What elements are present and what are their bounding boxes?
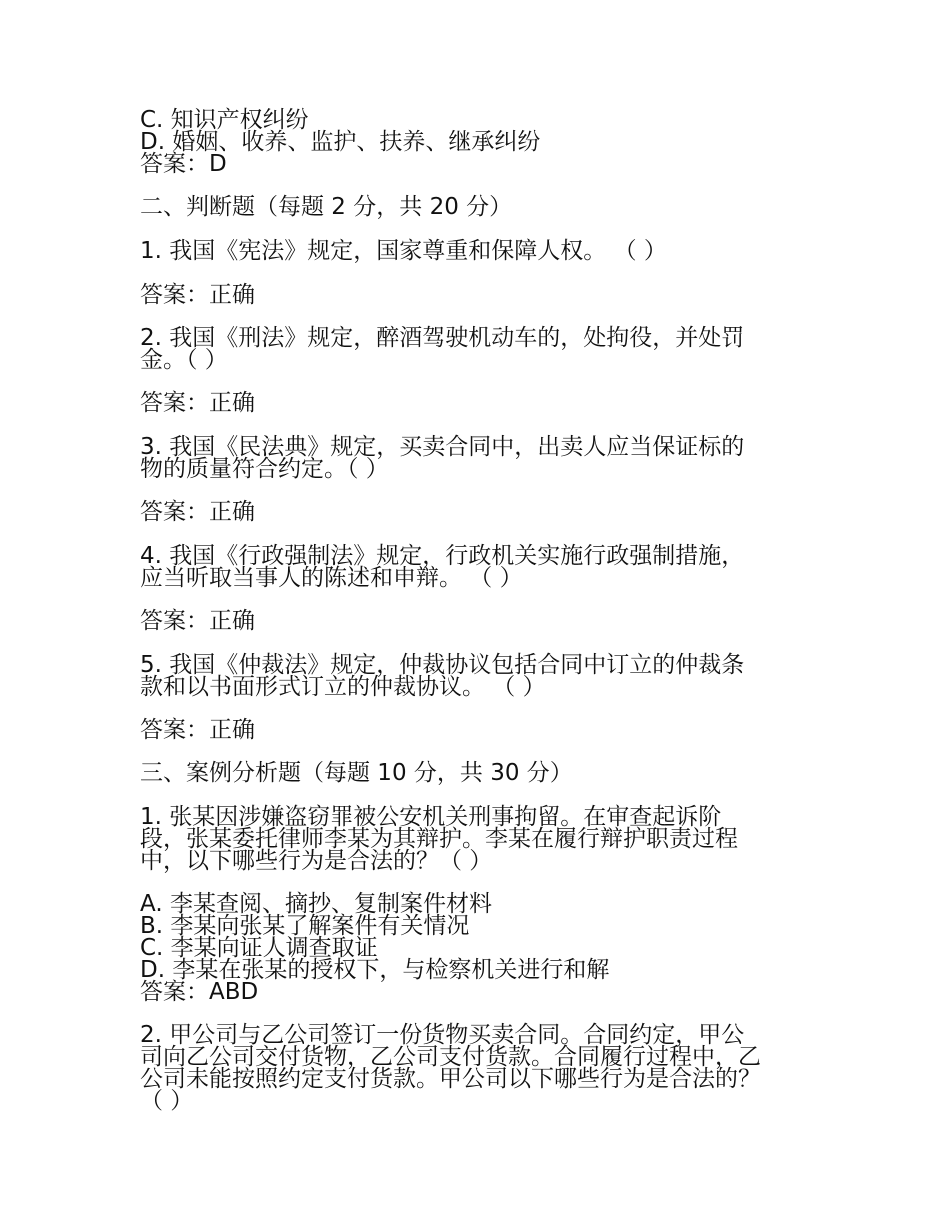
- case-1-line-2: 段，张某委托律师李某为其辩护。李某在履行辩护职责过程: [140, 826, 738, 852]
- question-4-line-2: 应当听取当事人的陈述和申辩。 （ ）: [140, 565, 523, 591]
- answer-line: 答案：D: [140, 151, 227, 177]
- option-c: C. 知识产权纠纷: [140, 107, 309, 133]
- option-d: D. 婚姻、收养、监护、扶养、继承纠纷: [140, 129, 541, 155]
- question-5-line-1: 5. 我国《仲裁法》规定，仲裁协议包括合同中订立的仲裁条: [140, 652, 745, 678]
- answer-line: 答案：ABD: [140, 979, 259, 1005]
- question-3-line-2: 物的质量符合约定。（ ）: [140, 456, 389, 482]
- case-1-option-c: C. 李某向证人调查取证: [140, 935, 378, 961]
- answer-line: 答案：正确: [140, 499, 255, 525]
- case-1-option-d: D. 李某在张某的授权下，与检察机关进行和解: [140, 957, 610, 983]
- answer-line: 答案：正确: [140, 390, 255, 416]
- question-5-line-2: 款和以书面形式订立的仲裁协议。 （ ）: [140, 674, 546, 700]
- case-1-line-1: 1. 张某因涉嫌盗窃罪被公安机关刑事拘留。在审查起诉阶: [140, 804, 722, 830]
- case-2-line-4: （ ）: [140, 1088, 194, 1114]
- case-2-line-3: 公司未能按照约定支付货款。甲公司以下哪些行为是合法的？: [140, 1066, 761, 1092]
- case-2-line-1: 2. 甲公司与乙公司签订一份货物买卖合同。合同约定，甲公: [140, 1022, 745, 1048]
- answer-line: 答案：正确: [140, 717, 255, 743]
- question-1: 1. 我国《宪法》规定，国家尊重和保障人权。 （ ）: [140, 238, 667, 264]
- answer-line: 答案：正确: [140, 608, 255, 634]
- answer-line: 答案：正确: [140, 282, 255, 308]
- case-2-line-2: 司向乙公司交付货物，乙公司支付货款。合同履行过程中，乙: [140, 1044, 761, 1070]
- case-1-option-a: A. 李某查阅、摘抄、复制案件材料: [140, 891, 492, 917]
- question-2-line-1: 2. 我国《刑法》规定，醉酒驾驶机动车的，处拘役，并处罚: [140, 325, 745, 351]
- case-1-option-b: B. 李某向张某了解案件有关情况: [140, 913, 470, 939]
- question-4-line-1: 4. 我国《行政强制法》规定，行政机关实施行政强制措施，: [140, 543, 745, 569]
- question-3-line-1: 3. 我国《民法典》规定，买卖合同中，出卖人应当保证标的: [140, 434, 745, 460]
- section-heading-judgment: 二、判断题（每题 2 分，共 20 分）: [140, 194, 513, 220]
- section-heading-case-analysis: 三、案例分析题（每题 10 分，共 30 分）: [140, 760, 573, 786]
- question-2-line-2: 金。（ ）: [140, 347, 228, 373]
- case-1-line-3: 中，以下哪些行为是合法的？（ ）: [140, 848, 493, 874]
